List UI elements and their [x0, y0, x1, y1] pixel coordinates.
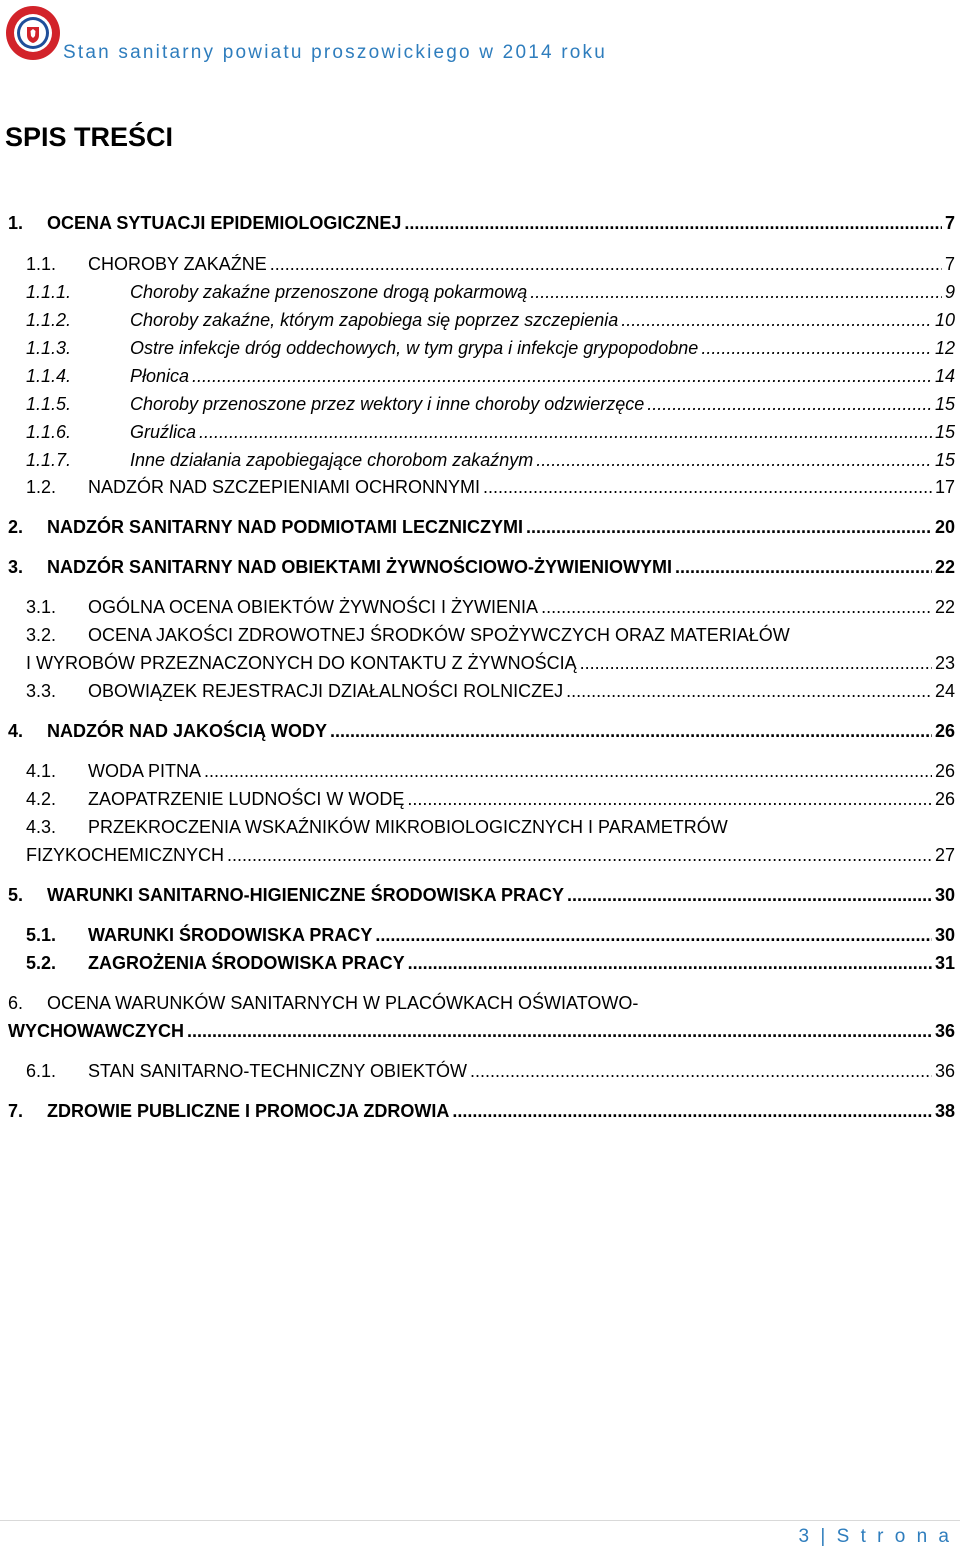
toc-entry-title: Choroby zakaźne, którym zapobiega się poprzez szczepienia	[130, 310, 619, 330]
toc-entry-number: 3.2.	[26, 625, 57, 645]
toc-entry-number: 4.2.	[26, 789, 57, 809]
toc-page-number: 7	[944, 254, 955, 274]
toc-entry-body	[47, 1097, 955, 1125]
toc-entry-number: 1.1.4.	[26, 366, 72, 386]
footer-divider	[0, 1520, 960, 1521]
toc-page-number: 26	[934, 761, 955, 781]
toc-entry-body	[47, 717, 955, 745]
dot-leader	[407, 785, 932, 813]
dot-leader	[227, 841, 932, 869]
toc-entry-body	[88, 949, 955, 977]
toc-entry-body	[26, 649, 955, 677]
toc-page-number: 12	[934, 338, 955, 358]
toc-entry-title-cont: WYCHOWAWCZYCH	[8, 1021, 184, 1041]
dot-leader	[452, 1097, 932, 1125]
toc-entry-body	[88, 250, 955, 278]
toc-entry-title: WARUNKI SANITARNO-HIGIENICZNE ŚRODOWISKA PRACY	[47, 885, 564, 905]
toc-entry[interactable]	[0, 677, 960, 705]
toc-entry[interactable]	[0, 418, 960, 446]
toc-entry-number: 1.1.6.	[26, 422, 72, 442]
toc-page-number: 31	[934, 953, 955, 973]
page-footer	[799, 1526, 952, 1548]
toc-entry[interactable]	[0, 1017, 960, 1045]
toc-entry-title: NADZÓR NAD SZCZEPIENIAMI OCHRONNYMI	[88, 477, 481, 497]
toc-entry-body	[130, 306, 955, 334]
inspection-logo-icon	[5, 5, 61, 61]
toc-page-number: 23	[934, 653, 955, 673]
toc-entry-title: OCENA SYTUACJI EPIDEMIOLOGICZNEJ	[47, 213, 402, 233]
toc-entry[interactable]	[0, 1097, 960, 1125]
toc-entry-number: 6.1.	[26, 1061, 57, 1081]
toc-entry-number: 7.	[8, 1101, 24, 1121]
dot-leader	[199, 418, 932, 446]
toc-entry-number: 3.	[8, 557, 24, 577]
toc-entry-title: NADZÓR SANITARNY NAD OBIEKTAMI ŻYWNOŚCIOWO-ŻYWIENIOWYMI	[47, 557, 672, 577]
toc-entry-number: 1.	[8, 213, 24, 233]
dot-leader	[647, 390, 932, 418]
page-label: S t r o n a	[836, 1526, 952, 1547]
toc-entry[interactable]	[0, 1057, 960, 1085]
toc-page-number: 20	[934, 517, 955, 537]
page-number: 3	[798, 1526, 813, 1547]
toc-page-number: 15	[934, 422, 955, 442]
toc-entry-body	[26, 841, 955, 869]
toc-page-number: 27	[934, 845, 955, 865]
toc-entry-number: 1.1.3.	[26, 338, 72, 358]
document-header-title: Stan sanitarny powiatu proszowickiego w 2014 roku	[63, 42, 607, 63]
dot-leader	[701, 334, 932, 362]
toc-entry-body	[130, 362, 955, 390]
toc-entry-body	[130, 446, 955, 474]
toc-entry[interactable]	[0, 446, 960, 474]
toc-entry-body	[88, 593, 955, 621]
toc-entry-body	[88, 921, 955, 949]
toc-entry-title: Gruźlica	[130, 422, 197, 442]
toc-page-number: 9	[944, 282, 955, 302]
toc-entry-title[interactable]: OCENA JAKOŚCI ZDROWOTNEJ ŚRODKÓW SPOŻYWCZYCH ORAZ MATERIAŁÓW	[88, 625, 790, 645]
footer-separator: |	[820, 1526, 829, 1547]
dot-leader	[330, 717, 932, 745]
toc-entry-title: Choroby przenoszone przez wektory i inne choroby odzwierzęce	[130, 394, 645, 414]
toc-entry-title[interactable]: PRZEKROCZENIA WSKAŹNIKÓW MIKROBIOLOGICZNYCH I PARAMETRÓW	[88, 817, 728, 837]
toc-entry-number: 5.1.	[26, 925, 57, 945]
toc-entry-title: OBOWIĄZEK REJESTRACJI DZIAŁALNOŚCI ROLNICZEJ	[88, 681, 564, 701]
toc-entry-title: ZDROWIE PUBLICZNE I PROMOCJA ZDROWIA	[47, 1101, 450, 1121]
toc-entry[interactable]	[0, 757, 960, 785]
toc-entry-body	[130, 334, 955, 362]
toc-entry-title: Choroby zakaźne przenoszone drogą pokarmową	[130, 282, 528, 302]
toc-entry[interactable]	[0, 278, 960, 306]
toc-page-number: 22	[934, 597, 955, 617]
toc-entry-title: CHOROBY ZAKAŹNE	[88, 254, 267, 274]
dot-leader	[567, 881, 932, 909]
toc-entry-title: NADZÓR SANITARNY NAD PODMIOTAMI LECZNICZYMI	[47, 517, 523, 537]
toc-entry-body	[88, 785, 955, 813]
toc-page-number: 36	[934, 1061, 955, 1081]
toc-entry[interactable]	[0, 250, 960, 278]
toc-entry-body	[47, 881, 955, 909]
toc-entry-title[interactable]: OCENA WARUNKÓW SANITARNYCH W PLACÓWKACH OŚWIATOWO-	[47, 993, 639, 1013]
toc-entry[interactable]	[0, 921, 960, 949]
toc-entry-body	[88, 473, 955, 501]
dot-leader	[204, 757, 932, 785]
dot-leader	[541, 593, 932, 621]
toc-entry-number: 4.1.	[26, 761, 57, 781]
toc-entry[interactable]	[0, 334, 960, 362]
toc-entry-line1	[0, 621, 960, 649]
toc-entry-number: 4.3.	[26, 817, 57, 837]
dot-leader	[375, 921, 932, 949]
toc-entry[interactable]	[0, 881, 960, 909]
toc-entry-body	[47, 553, 955, 581]
toc-page-number: 14	[934, 366, 955, 386]
dot-leader	[675, 553, 932, 581]
toc-page-number: 15	[934, 394, 955, 414]
toc-entry-number: 3.1.	[26, 597, 57, 617]
toc-entry[interactable]	[0, 513, 960, 541]
dot-leader	[470, 1057, 932, 1085]
toc-entry-body	[47, 513, 955, 541]
toc-entry[interactable]	[0, 473, 960, 501]
toc-entry-line1	[0, 989, 960, 1017]
toc-entry[interactable]	[0, 553, 960, 581]
toc-entry-body	[130, 390, 955, 418]
toc-entry-number: 6.	[8, 993, 24, 1013]
dot-leader	[526, 513, 932, 541]
toc-entry-title: OGÓLNA OCENA OBIEKTÓW ŻYWNOŚCI I ŻYWIENIA	[88, 597, 539, 617]
toc-entry[interactable]	[0, 306, 960, 334]
toc-page-number: 10	[934, 310, 955, 330]
dot-leader	[192, 362, 932, 390]
toc-entry-title-cont: FIZYKOCHEMICZNYCH	[26, 845, 224, 865]
toc-page-number: 30	[934, 925, 955, 945]
toc-entry-title: Płonica	[130, 366, 190, 386]
toc-page-number: 38	[934, 1101, 955, 1121]
toc-entry-title: NADZÓR NAD JAKOŚCIĄ WODY	[47, 721, 328, 741]
toc-page-number: 30	[934, 885, 955, 905]
toc-page-number: 7	[944, 213, 955, 233]
toc-entry-number: 2.	[8, 517, 24, 537]
toc-entry-number: 5.	[8, 885, 24, 905]
toc-entry-title: ZAGROŻENIA ŚRODOWISKA PRACY	[88, 953, 405, 973]
toc-entry[interactable]	[0, 593, 960, 621]
toc-entry-title-cont: I WYROBÓW PRZEZNACZONYCH DO KONTAKTU Z ŻYWNOŚCIĄ	[26, 653, 577, 673]
toc-entry-body	[88, 1057, 955, 1085]
toc-page-number: 26	[934, 721, 955, 741]
toc-page-number: 36	[934, 1021, 955, 1041]
toc-entry-number: 4.	[8, 721, 24, 741]
toc-page-number: 26	[934, 789, 955, 809]
page-header	[0, 0, 960, 80]
toc-entry-number: 5.2.	[26, 953, 57, 973]
toc-entry-body	[130, 278, 955, 306]
toc-entry[interactable]	[0, 949, 960, 977]
toc-heading: SPIS TREŚCI	[5, 122, 174, 152]
toc-entry[interactable]	[0, 362, 960, 390]
toc-entry-body	[88, 677, 955, 705]
toc-entry[interactable]	[0, 390, 960, 418]
toc-entry-number: 1.1.	[26, 254, 57, 274]
toc-entry-number: 1.1.1.	[26, 282, 72, 302]
dot-leader	[404, 209, 942, 237]
toc-entry-title: STAN SANITARNO-TECHNICZNY OBIEKTÓW	[88, 1061, 468, 1081]
dot-leader	[270, 250, 942, 278]
toc-page-number: 24	[934, 681, 955, 701]
toc-entry-body	[8, 1017, 955, 1045]
toc-entry-body	[88, 757, 955, 785]
toc-page-number: 15	[934, 450, 955, 470]
toc-entry-line1	[0, 813, 960, 841]
dot-leader	[621, 306, 932, 334]
toc-entry-body	[130, 418, 955, 446]
dot-leader	[566, 677, 932, 705]
toc-entry-title: Ostre infekcje dróg oddechowych, w tym grypa i infekcje grypopodobne	[130, 338, 699, 358]
toc-entry-number: 1.1.7.	[26, 450, 72, 470]
dot-leader	[530, 278, 942, 306]
toc-entry[interactable]	[0, 649, 960, 677]
toc-entry-title: WARUNKI ŚRODOWISKA PRACY	[88, 925, 373, 945]
toc-entry[interactable]	[0, 785, 960, 813]
dot-leader	[483, 473, 932, 501]
toc-entry-title: Inne działania zapobiegające chorobom zakaźnym	[130, 450, 534, 470]
toc-entry-body	[47, 209, 955, 237]
toc-entry-number: 1.1.5.	[26, 394, 72, 414]
toc-entry-number: 1.1.2.	[26, 310, 72, 330]
dot-leader	[580, 649, 932, 677]
toc-entry-title: WODA PITNA	[88, 761, 202, 781]
toc-entry[interactable]	[0, 717, 960, 745]
toc-entry[interactable]	[0, 209, 960, 237]
toc-page-number: 22	[934, 557, 955, 577]
dot-leader	[536, 446, 932, 474]
toc-entry-title: ZAOPATRZENIE LUDNOŚCI W WODĘ	[88, 789, 405, 809]
dot-leader	[187, 1017, 932, 1045]
toc-entry-number: 1.2.	[26, 477, 57, 497]
toc-entry-number: 3.3.	[26, 681, 57, 701]
dot-leader	[408, 949, 932, 977]
toc-page-number: 17	[934, 477, 955, 497]
toc-entry[interactable]	[0, 841, 960, 869]
